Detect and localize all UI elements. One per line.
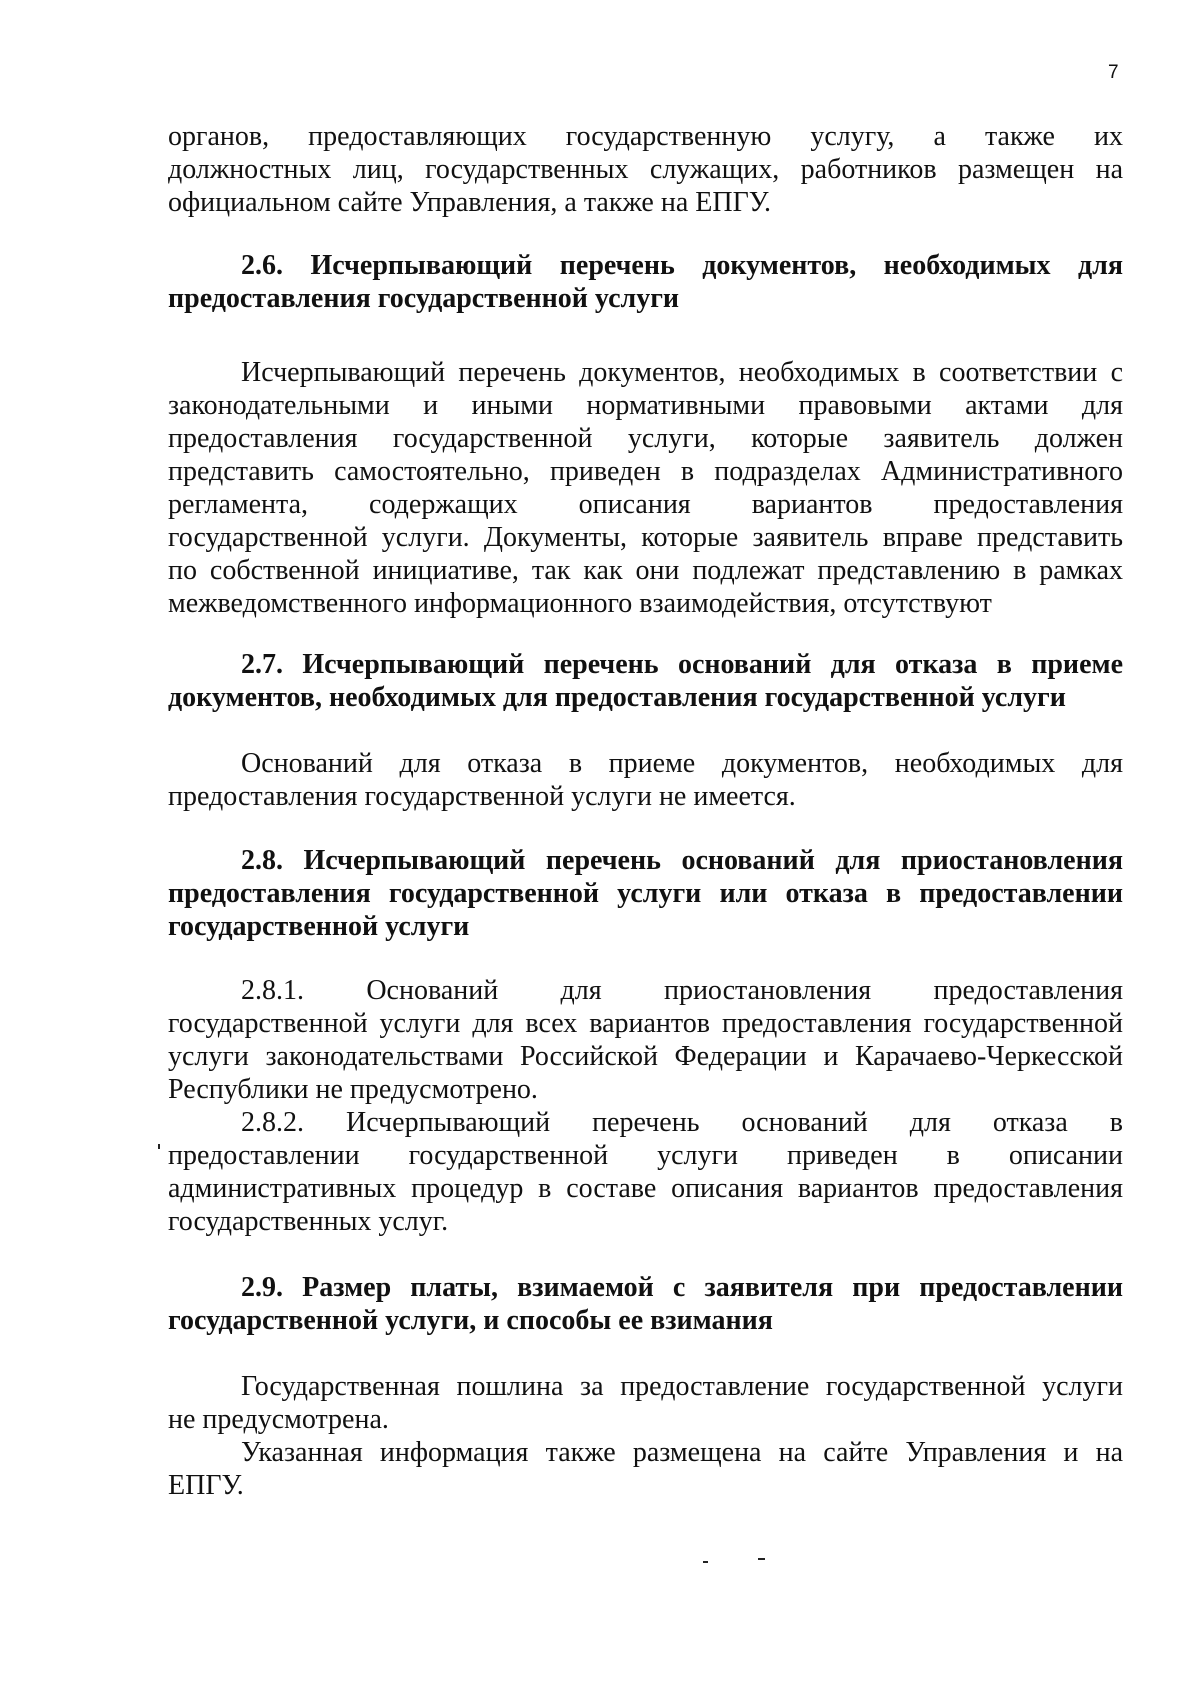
text-line: межведомственного информационного взаимодействия, отсутствуют — [168, 588, 992, 619]
section-2-6-heading — [168, 249, 1123, 315]
text-line: государственных услуг. — [168, 1206, 449, 1237]
heading-line: документов, необходимых для предоставления государственной услуги — [168, 682, 1066, 713]
text-line: должностных лиц, государственных служащих, работников размещен на — [168, 154, 1123, 185]
heading-line: предоставления государственной услуги или отказа в предоставлении — [168, 878, 1123, 909]
section-2-9-paragraph-1 — [168, 1370, 1123, 1436]
text-line: по собственной инициативе, так как они подлежат представлению в рамках — [168, 555, 1123, 586]
text-line: ЕПГУ. — [168, 1470, 244, 1501]
section-2-6-body — [168, 356, 1123, 620]
text-line: государственной услуги для всех вариантов предоставления государственной — [168, 1008, 1123, 1039]
section-2-8-2-paragraph — [168, 1106, 1123, 1238]
heading-line: 2.6. Исчерпывающий перечень документов, необходимых для — [241, 250, 1123, 281]
text-line: Указанная информация также размещена на сайте Управления и на — [241, 1437, 1123, 1468]
section-2-9-paragraph-2 — [168, 1436, 1123, 1502]
section-2-8-heading — [168, 844, 1123, 943]
text-line: предоставления государственной услуги не имеется. — [168, 781, 796, 812]
text-line: органов, предоставляющих государственную услугу, а также их — [168, 121, 1123, 152]
heading-line: 2.7. Исчерпывающий перечень оснований для отказа в приеме — [241, 649, 1123, 680]
text-line: Оснований для отказа в приеме документов, необходимых для — [241, 748, 1123, 779]
text-line: не предусмотрена. — [168, 1404, 389, 1435]
scan-speck — [158, 1144, 160, 1149]
text-line: предоставлении государственной услуги приведен в описании — [168, 1140, 1123, 1171]
heading-line: предоставления государственной услуги — [168, 283, 680, 314]
intro-paragraph — [168, 120, 1123, 219]
section-2-9-heading — [168, 1271, 1123, 1337]
section-2-7-heading — [168, 648, 1123, 714]
text-line: 2.8.1. Оснований для приостановления предоставления — [241, 975, 1123, 1006]
page-number: 7 — [1108, 62, 1119, 83]
text-line: государственной услуги. Документы, которые заявитель вправе представить — [168, 522, 1123, 553]
heading-line: 2.8. Исчерпывающий перечень оснований для приостановления — [241, 845, 1123, 876]
text-line: официальном сайте Управления, а также на ЕПГУ. — [168, 187, 772, 218]
text-line: 2.8.2. Исчерпывающий перечень оснований для отказа в — [241, 1107, 1123, 1138]
scan-speck — [703, 1561, 708, 1563]
heading-line: 2.9. Размер платы, взимаемой с заявителя при предоставлении — [241, 1272, 1123, 1303]
section-2-7-body — [168, 747, 1123, 813]
text-line: предоставления государственной услуги, которые заявитель должен — [168, 423, 1123, 454]
text-line: регламента, содержащих описания вариантов предоставления — [168, 489, 1123, 520]
text-line: Республики не предусмотрено. — [168, 1074, 538, 1105]
text-line: Исчерпывающий перечень документов, необходимых в соответствии с — [241, 357, 1123, 388]
section-2-8-1-paragraph — [168, 974, 1123, 1106]
scan-speck — [758, 1558, 765, 1560]
heading-line: государственной услуги, и способы ее взимания — [168, 1305, 773, 1336]
text-line: административных процедур в составе описания вариантов предоставления — [168, 1173, 1123, 1204]
text-line: Государственная пошлина за предоставление государственной услуги — [241, 1371, 1123, 1402]
text-line: законодательными и иными нормативными правовыми актами для — [168, 390, 1123, 421]
text-line: услуги законодательствами Российской Федерации и Карачаево-Черкесской — [168, 1041, 1123, 1072]
text-line: представить самостоятельно, приведен в подразделах Административного — [168, 456, 1123, 487]
heading-line: государственной услуги — [168, 911, 470, 942]
